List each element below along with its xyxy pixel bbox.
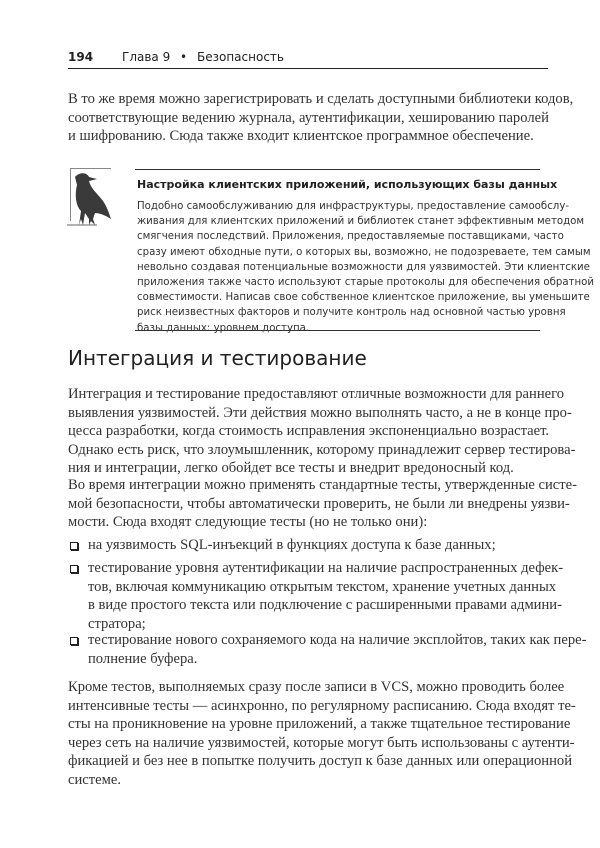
list-item — [88, 536, 548, 555]
text-line: Во время интеграции можно применять стандартные тесты, утвержденные систе- — [68, 477, 577, 493]
header-separator: • — [180, 50, 188, 64]
text-line: через сеть на наличие уязвимостей, которые могут быть использованы с аутенти- — [68, 734, 575, 751]
text-line: совместимости. Написав свое собственное клиентское приложение, вы уменьшите — [137, 292, 590, 304]
text-line: сты на проникновение на уровне приложений, а также тщательное тестирование — [68, 716, 571, 733]
page-number: 194 — [68, 50, 94, 64]
text-line: смягчения последствий. Приложения, предоставляемые поставщиками, часто — [137, 231, 564, 243]
text-line: ния и интеграции, легко обойдет все тесты и внедрит вредоносный код. — [68, 460, 514, 477]
text-line: тестирование уровня аутентификации на наличие распространенных дефек- — [88, 560, 564, 576]
text-line: выявления уязвимостей. Эти действия можно выполнять часто, а не в конце про- — [68, 404, 572, 421]
checkbox-bullet-icon — [70, 565, 78, 573]
crow-icon — [70, 168, 111, 221]
text-line: приложения также часто используют старые протоколы для обеспечения обратной — [137, 276, 595, 288]
text-line: и шифрованию. Сюда также входит клиентское программное обеспечение. — [68, 128, 534, 145]
list-item — [88, 631, 587, 668]
text-line: Подобно самообслуживанию для инфраструктуры, предоставление самообслу- — [137, 201, 570, 212]
text-line: тестирование нового сохраняемого кода на наличие эксплойтов, таких как пере- — [88, 632, 587, 648]
text-line: тов, включая коммуникацию открытым текстом, хранение учетных данных — [88, 578, 557, 595]
text-line: соответствующие ведению журнала, аутентификации, хешированию паролей — [68, 109, 549, 126]
text-line: мости. Сюда входят следующие тесты (но не только они): — [68, 514, 428, 531]
chapter-label: Глава 9 — [122, 50, 171, 64]
text-line: Интеграция и тестирование предоставляют отличные возможности для раннего — [68, 386, 565, 402]
note-body — [137, 199, 595, 336]
text-line: Однако есть риск, что злоумышленник, которому принадлежит сервер тестирова- — [68, 441, 576, 458]
paragraph-tests — [68, 476, 577, 532]
text-line: базы данных: уровнем доступа. — [137, 322, 310, 334]
paragraph-intro — [68, 90, 574, 146]
text-line: на уязвимость SQL-инъекций в функциях доступа к базе данных; — [88, 537, 496, 553]
list-item — [88, 559, 564, 633]
text-line: полнение буфера. — [88, 650, 198, 667]
text-line: невольно создавая потенциальные возможности для уязвимостей. Эти клиентские — [137, 261, 590, 273]
paragraph-async-tests — [68, 678, 576, 790]
text-line: системе. — [68, 771, 121, 788]
text-line: цесса разработки, когда стоимость исправления экспоненциально возрастает. — [68, 423, 550, 440]
text-line: сразу имеют обходные пути, о которых вы, возможно, не подозреваете, тем самым — [137, 246, 591, 258]
note-title: Настройка клиентских приложений, использующих базы данных — [137, 178, 558, 191]
section-heading: Интеграция и тестирование — [68, 346, 367, 370]
text-line: Кроме тестов, выполняемых сразу после записи в VCS, можно проводить более — [68, 679, 565, 695]
text-line: стратора; — [88, 615, 146, 632]
section-label: Безопасность — [197, 50, 284, 64]
running-header — [68, 48, 548, 69]
paragraph-integration — [68, 385, 576, 478]
text-line: в виде простого текста или подключение с расширенными правами админи- — [88, 597, 562, 614]
checkbox-bullet-icon — [70, 542, 78, 550]
text-line: мой безопасности, чтобы автоматически проверить, не были ли внедрены уязви- — [68, 495, 570, 512]
text-line: риск неизвестных факторов и получите контроль над основной частью уровня — [137, 307, 566, 319]
checkbox-bullet-icon — [70, 637, 78, 645]
note-box — [135, 169, 595, 334]
text-line: фикацией и без нее в попытке получить доступ к базе данных или операционной — [68, 753, 573, 770]
text-line: В то же время можно зарегистрировать и сделать доступными библиотеки кодов, — [68, 91, 574, 107]
text-line: интенсивные тесты — асинхронно, по регулярному расписанию. Сюда входят те- — [68, 697, 576, 714]
text-line: живания для клиентских приложений и библиотек станет эффективным методом — [137, 216, 585, 228]
